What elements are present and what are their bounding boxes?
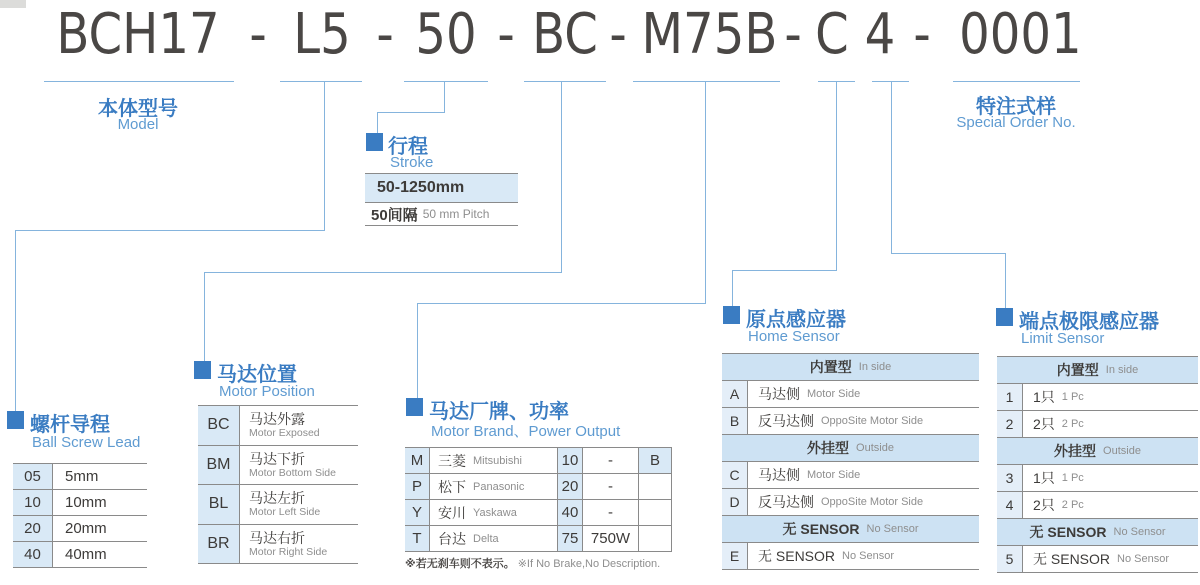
subheader-row bbox=[997, 519, 1198, 546]
motor-brand-title-cn: 马达厂牌、功率 bbox=[429, 401, 569, 423]
stroke-pitch-en: 50 mm Pitch bbox=[422, 207, 490, 221]
connector-line bbox=[204, 272, 562, 273]
power-value: 750W bbox=[583, 526, 639, 551]
table-row bbox=[405, 500, 672, 526]
connector-line bbox=[15, 230, 16, 411]
table-row bbox=[198, 485, 358, 525]
value-cn: 马达左折 bbox=[249, 490, 305, 507]
value-en: 1 Pc bbox=[1061, 472, 1084, 484]
section-bullet-home-sensor bbox=[723, 306, 740, 324]
model-code-dash: - bbox=[609, 2, 627, 67]
sensor-code: A bbox=[722, 381, 748, 407]
subheader-en: In side bbox=[858, 361, 892, 373]
value-en: Mitsubishi bbox=[473, 454, 522, 467]
underline-stroke bbox=[404, 81, 488, 82]
subheader-row bbox=[722, 354, 979, 381]
subheader-cn: 内置型 bbox=[1056, 362, 1099, 378]
brand-name bbox=[430, 474, 558, 499]
subheader-en: No Sensor bbox=[866, 523, 919, 535]
lead-title-cn: 螺杆导程 bbox=[30, 414, 110, 436]
brake-note bbox=[405, 555, 660, 571]
motor-position-value bbox=[240, 485, 358, 524]
power-code: 10 bbox=[558, 448, 583, 473]
connector-line bbox=[417, 303, 418, 398]
underline-special bbox=[953, 81, 1080, 82]
subheader-cn: 外挂型 bbox=[1054, 443, 1097, 459]
subheader-cn: 内置型 bbox=[809, 359, 852, 375]
home-sensor-title-cn: 原点感应器 bbox=[746, 309, 846, 331]
limit-sensor-title-en: Limit Sensor bbox=[1021, 330, 1105, 347]
table-row bbox=[997, 492, 1198, 519]
power-code: 20 bbox=[558, 474, 583, 499]
value-cn: 无 SENSOR bbox=[758, 548, 836, 564]
lead-code: 20 bbox=[13, 516, 53, 541]
power-value: - bbox=[583, 448, 639, 473]
underline-lead bbox=[280, 81, 362, 82]
motor-position-code: BR bbox=[198, 525, 240, 564]
subheader-en: Outside bbox=[856, 442, 894, 454]
value-cn: 1只 bbox=[1033, 470, 1055, 486]
table-row bbox=[722, 489, 979, 516]
lead-code: 40 bbox=[13, 542, 53, 567]
brake-code bbox=[639, 526, 672, 551]
power-value: - bbox=[583, 500, 639, 525]
motor-brand-title-en: Motor Brand、Power Output bbox=[431, 423, 621, 440]
connector-line bbox=[891, 253, 1005, 254]
model-code-segment: BC bbox=[532, 2, 598, 67]
subheader-row bbox=[722, 435, 979, 462]
brand-code: T bbox=[405, 526, 430, 551]
sensor-value bbox=[1023, 465, 1198, 491]
value-cn: 反马达侧 bbox=[758, 413, 814, 429]
brake-note-en: ※If No Brake,No Description. bbox=[517, 558, 661, 570]
table-row bbox=[405, 474, 672, 500]
brake-code bbox=[639, 500, 672, 525]
value-en: Motor Side bbox=[807, 388, 861, 400]
section-bullet-stroke bbox=[366, 133, 383, 151]
sensor-value bbox=[748, 489, 979, 515]
motor-position-code: BM bbox=[198, 446, 240, 485]
connector-line bbox=[891, 81, 892, 253]
stroke-table bbox=[365, 173, 518, 226]
value-cn: 反马达侧 bbox=[758, 494, 814, 510]
table-row bbox=[997, 546, 1198, 573]
value-en: 1 Pc bbox=[1061, 391, 1084, 403]
value-cn: 1只 bbox=[1033, 389, 1055, 405]
special-order-label-en: Special Order No. bbox=[956, 114, 1076, 131]
value-cn: 2只 bbox=[1033, 416, 1055, 432]
model-code-segment: BCH17 bbox=[56, 2, 220, 67]
value-cn: 无 SENSOR bbox=[1033, 551, 1111, 567]
power-code: 40 bbox=[558, 500, 583, 525]
table-row bbox=[198, 525, 358, 565]
sensor-code: 4 bbox=[997, 492, 1023, 518]
motor-position-code: BC bbox=[198, 406, 240, 445]
underline-model bbox=[44, 81, 234, 82]
connector-line bbox=[732, 270, 733, 306]
lead-code: 05 bbox=[13, 464, 53, 489]
sensor-code: 3 bbox=[997, 465, 1023, 491]
table-row bbox=[997, 411, 1198, 438]
value-cn: 马达下折 bbox=[249, 450, 305, 467]
table-row bbox=[13, 542, 147, 568]
connector-line bbox=[836, 81, 837, 270]
limit-sensor-table bbox=[997, 356, 1198, 573]
sensor-code: B bbox=[722, 408, 748, 434]
stroke-title-cn: 行程 bbox=[388, 136, 428, 158]
sensor-code: C bbox=[722, 462, 748, 488]
brand-name bbox=[430, 448, 558, 473]
value-en: Yaskawa bbox=[473, 506, 517, 519]
lead-value: 10mm bbox=[65, 494, 107, 511]
brand-name bbox=[430, 500, 558, 525]
value-en: Delta bbox=[473, 532, 499, 545]
table-row bbox=[405, 526, 672, 552]
table-row bbox=[722, 381, 979, 408]
value-en: 2 Pc bbox=[1061, 499, 1084, 511]
brand-code: Y bbox=[405, 500, 430, 525]
stroke-pitch-cn: 50间隔 bbox=[371, 206, 418, 224]
section-bullet-limit-sensor bbox=[996, 308, 1013, 326]
special-order-label-cn: 特注式样 bbox=[976, 96, 1056, 118]
value-en: No Sensor bbox=[1117, 553, 1169, 565]
subheader-en: No Sensor bbox=[1113, 526, 1166, 538]
lead-value: 40mm bbox=[65, 546, 107, 563]
value-en: No Sensor bbox=[842, 550, 894, 562]
lead-code: 10 bbox=[13, 490, 53, 515]
model-code-dash: - bbox=[497, 2, 515, 67]
connector-line bbox=[15, 230, 325, 231]
sensor-value bbox=[1023, 492, 1198, 518]
model-code-dash: - bbox=[376, 2, 394, 67]
sensor-code: 1 bbox=[997, 384, 1023, 410]
brake-code: B bbox=[639, 448, 672, 473]
connector-line bbox=[732, 270, 837, 271]
value-en: Panasonic bbox=[473, 480, 525, 493]
subheader-cn: 无 SENSOR bbox=[1029, 524, 1107, 540]
brand-name bbox=[430, 526, 558, 551]
model-code-dash: - bbox=[249, 2, 267, 67]
home-sensor-title-en: Home Sensor bbox=[748, 328, 840, 345]
home-sensor-table bbox=[722, 353, 979, 570]
connector-line bbox=[377, 112, 445, 113]
value-cn: 马达侧 bbox=[758, 386, 800, 402]
section-bullet-motor-brand bbox=[406, 398, 423, 416]
value-en: 2 Pc bbox=[1061, 418, 1084, 430]
model-code-segment: L5 bbox=[293, 2, 351, 67]
sensor-value bbox=[1023, 384, 1198, 410]
subheader-en: Outside bbox=[1103, 445, 1141, 457]
lead-value: 5mm bbox=[65, 468, 99, 485]
table-row bbox=[722, 408, 979, 435]
power-code: 75 bbox=[558, 526, 583, 551]
connector-line bbox=[444, 81, 445, 112]
model-code-segment: C bbox=[815, 2, 849, 67]
value-en: Motor Exposed bbox=[249, 427, 320, 440]
table-row bbox=[405, 448, 672, 474]
model-code-segment: M75B bbox=[641, 2, 778, 67]
underline-motor-brand bbox=[633, 81, 780, 82]
value-en: OppoSite Motor Side bbox=[821, 496, 924, 508]
table-row bbox=[13, 516, 147, 542]
subheader-en: In side bbox=[1105, 364, 1139, 376]
brand-code: M bbox=[405, 448, 430, 473]
model-code-dash: - bbox=[784, 2, 802, 67]
limit-sensor-title-cn: 端点极限感应器 bbox=[1019, 311, 1159, 333]
logo-fragment bbox=[0, 0, 26, 8]
connector-line bbox=[705, 81, 706, 303]
subheader-row bbox=[997, 357, 1198, 384]
table-row bbox=[722, 543, 979, 570]
table-row bbox=[722, 462, 979, 489]
power-value: - bbox=[583, 474, 639, 499]
sensor-value bbox=[748, 408, 979, 434]
value-en: Motor Right Side bbox=[249, 545, 328, 558]
table-row bbox=[198, 446, 358, 486]
model-label-en: Model bbox=[117, 116, 159, 133]
brake-code bbox=[639, 474, 672, 499]
brand-code: P bbox=[405, 474, 430, 499]
value-en: Motor Side bbox=[807, 469, 861, 481]
sensor-value bbox=[748, 381, 979, 407]
value-en: Motor Bottom Side bbox=[249, 466, 336, 479]
connector-line bbox=[377, 112, 378, 133]
model-code-segment: 0001 bbox=[959, 2, 1082, 67]
model-code-dash: - bbox=[913, 2, 931, 67]
lead-title-en: Ball Screw Lead bbox=[32, 434, 141, 451]
stroke-title-en: Stroke bbox=[390, 154, 434, 171]
motor-position-value bbox=[240, 446, 358, 485]
table-row bbox=[13, 490, 147, 516]
subheader-row bbox=[722, 516, 979, 543]
sensor-code: D bbox=[722, 489, 748, 515]
value-cn: 松下 bbox=[438, 478, 466, 495]
subheader-row bbox=[997, 438, 1198, 465]
motor-position-table bbox=[198, 405, 358, 564]
model-code-segment: 4 bbox=[864, 2, 896, 67]
table-row bbox=[13, 464, 147, 490]
value-en: OppoSite Motor Side bbox=[821, 415, 924, 427]
value-cn: 马达侧 bbox=[758, 467, 800, 483]
sensor-code: 2 bbox=[997, 411, 1023, 437]
motor-position-title-cn: 马达位置 bbox=[217, 364, 297, 386]
connector-line bbox=[324, 81, 325, 230]
motor-position-value bbox=[240, 406, 358, 445]
table-row bbox=[997, 465, 1198, 492]
motor-brand-table bbox=[405, 447, 672, 552]
lead-value: 20mm bbox=[65, 520, 107, 537]
value-cn: 马达外露 bbox=[249, 411, 305, 428]
connector-line bbox=[204, 272, 205, 361]
subheader-cn: 无 SENSOR bbox=[782, 521, 860, 537]
value-cn: 台达 bbox=[438, 530, 466, 547]
value-cn: 三菱 bbox=[438, 452, 466, 469]
sensor-value bbox=[1023, 546, 1198, 572]
section-bullet-lead bbox=[7, 411, 24, 429]
sensor-code: 5 bbox=[997, 546, 1023, 572]
ball-screw-lead-table bbox=[13, 463, 147, 568]
value-en: Motor Left Side bbox=[249, 506, 321, 519]
table-row bbox=[997, 384, 1198, 411]
connector-line bbox=[561, 81, 562, 272]
value-cn: 马达右折 bbox=[249, 529, 305, 546]
stroke-range: 50-1250mm bbox=[365, 174, 518, 203]
sensor-value bbox=[1023, 411, 1198, 437]
section-bullet-motor-position bbox=[194, 361, 211, 379]
motor-position-title-en: Motor Position bbox=[219, 383, 315, 400]
underline-motor-position bbox=[524, 81, 606, 82]
sensor-code: E bbox=[722, 543, 748, 569]
connector-line bbox=[417, 303, 706, 304]
value-cn: 安川 bbox=[438, 504, 466, 521]
subheader-cn: 外挂型 bbox=[807, 440, 850, 456]
sensor-value bbox=[748, 462, 979, 488]
sensor-value bbox=[748, 543, 979, 569]
connector-line bbox=[1005, 253, 1006, 308]
motor-position-code: BL bbox=[198, 485, 240, 524]
motor-position-value bbox=[240, 525, 358, 564]
stroke-pitch bbox=[365, 203, 518, 226]
brake-note-cn: ※若无刹车则不表示。 bbox=[405, 558, 515, 570]
model-label-cn: 本体型号 bbox=[98, 98, 178, 120]
table-row bbox=[198, 406, 358, 446]
model-code-segment: 50 bbox=[415, 2, 477, 67]
value-cn: 2只 bbox=[1033, 497, 1055, 513]
